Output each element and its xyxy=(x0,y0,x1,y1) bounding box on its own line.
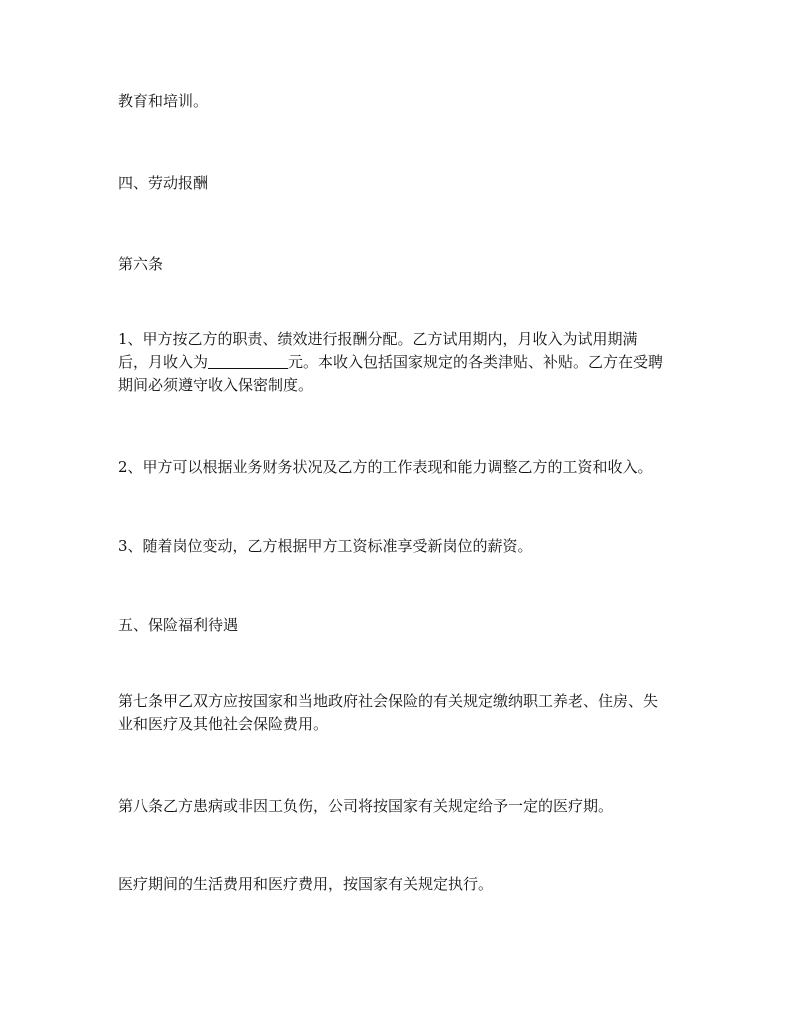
paragraph-text: 元。本收入包括国家规定的各类津贴、补贴。乙方在受聘 xyxy=(288,353,664,371)
heading-text: 第六条 xyxy=(118,255,164,273)
paragraph-item-1 xyxy=(118,328,688,397)
paragraph-text: 后，月收入为 xyxy=(118,353,209,371)
paragraph-education xyxy=(118,90,688,113)
paragraph-item-3 xyxy=(118,535,688,558)
paragraph-text: 第八条乙方患病或非因工负伤，公司将按国家有关规定给予一定的医疗期。 xyxy=(118,797,614,815)
paragraph-article-eight xyxy=(118,795,688,818)
fill-in-blank xyxy=(208,353,288,369)
paragraph-medical-period xyxy=(118,873,688,896)
article-six-heading xyxy=(118,253,688,276)
paragraph-text: 3、随着岗位变动，乙方根据甲方工资标准享受新岗位的薪资。 xyxy=(118,537,533,555)
paragraph-article-seven xyxy=(118,690,688,736)
paragraph-item-2 xyxy=(118,456,688,479)
paragraph-line: 1、甲方按乙方的职责、绩效进行报酬分配。乙方试用期内，月收入为试用期满 xyxy=(118,330,638,348)
paragraph-line: 期间必须遵守收入保密制度。 xyxy=(118,376,314,394)
paragraph-text: 医疗期间的生活费用和医疗费用，按国家有关规定执行。 xyxy=(118,875,494,893)
paragraph-line: 业和医疗及其他社会保险费用。 xyxy=(118,715,329,733)
paragraph-text: 教育和培训。 xyxy=(118,92,209,110)
heading-text: 四、劳动报酬 xyxy=(118,174,209,192)
heading-text: 五、保险福利待遇 xyxy=(118,616,239,634)
paragraph-line xyxy=(118,351,688,374)
section-heading-labor-pay xyxy=(118,172,688,195)
paragraph-text: 2、甲方可以根据业务财务状况及乙方的工作表现和能力调整乙方的工资和收入。 xyxy=(118,458,653,476)
section-heading-insurance xyxy=(118,614,688,637)
paragraph-line: 第七条甲乙双方应按国家和当地政府社会保险的有关规定缴纳职工养老、住房、失 xyxy=(118,692,659,710)
